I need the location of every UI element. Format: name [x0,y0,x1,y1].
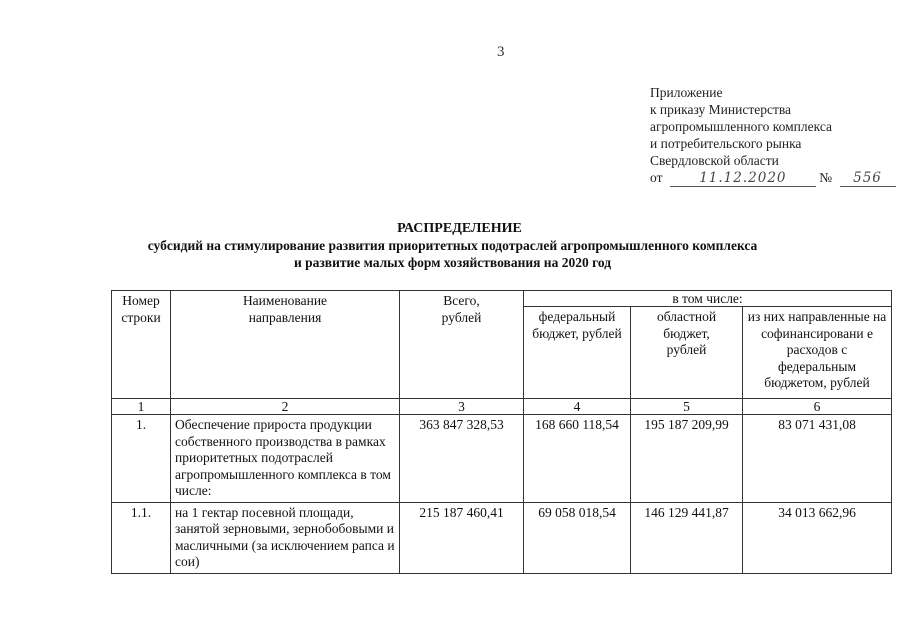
number-prefix: № [819,170,833,185]
column-number: 6 [743,399,892,415]
appendix-line: Свердловской области [650,153,779,168]
page-number: 3 [497,44,505,60]
column-number: 3 [400,399,524,415]
row-regional: 146 129 441,87 [631,502,743,573]
appendix-line: к приказу Министерства [650,102,792,117]
header-regional: областной бюджет, рублей [631,307,743,399]
appendix-line: Приложение [650,85,723,100]
header-total: Всего, рублей [400,291,524,399]
table-header-row [112,291,892,307]
appendix-block [650,84,896,187]
row-name: Обеспечение прироста продукции собственного производства в рамках приоритетных подотраслей агропромышленного комплекса в том числе: [171,415,400,503]
handwritten-number: 556 [840,171,896,187]
header-federal: федеральный бюджет, рублей [524,307,631,399]
appendix-line: и потребительского рынка [650,136,802,151]
row-regional: 195 187 209,99 [631,415,743,503]
appendix-date-row [650,169,896,187]
distribution-table [111,290,892,574]
row-federal: 69 058 018,54 [524,502,631,573]
header-name: Наименование направления [171,291,400,399]
row-cofinancing: 83 071 431,08 [743,415,892,503]
table-row [112,415,892,503]
column-number: 5 [631,399,743,415]
title-heading: РАСПРЕДЕЛЕНИЕ [397,221,522,236]
row-name: на 1 гектар посевной площади, занятой зерновыми, зернобобовыми и масличными (за исключением рапса и сои) [171,502,400,573]
row-federal: 168 660 118,54 [524,415,631,503]
handwritten-date: 11.12.2020 [670,171,816,187]
document-title [0,220,905,271]
column-number: 4 [524,399,631,415]
title-subtitle-line2: и развитие малых форм хозяйствования на 2020 год [293,255,612,270]
table-row [112,502,892,573]
row-cofinancing: 34 013 662,96 [743,502,892,573]
row-total: 363 847 328,53 [400,415,524,503]
row-number: 1. [112,415,171,503]
date-prefix: от [650,170,663,185]
header-row-number: Номер строки [112,291,171,399]
header-including: в том числе: [524,291,892,307]
column-number: 2 [171,399,400,415]
header-cofinancing: из них направленные на софинансировани е расходов с федеральным бюджетом, рублей [743,307,892,399]
row-total: 215 187 460,41 [400,502,524,573]
column-numbers-row [112,399,892,415]
row-number: 1.1. [112,502,171,573]
column-number: 1 [112,399,171,415]
appendix-line: агропромышленного комплекса [650,119,832,134]
title-subtitle-line1: субсидий на стимулирование развития приоритетных подотраслей агропромышленного комплекса [147,238,758,253]
